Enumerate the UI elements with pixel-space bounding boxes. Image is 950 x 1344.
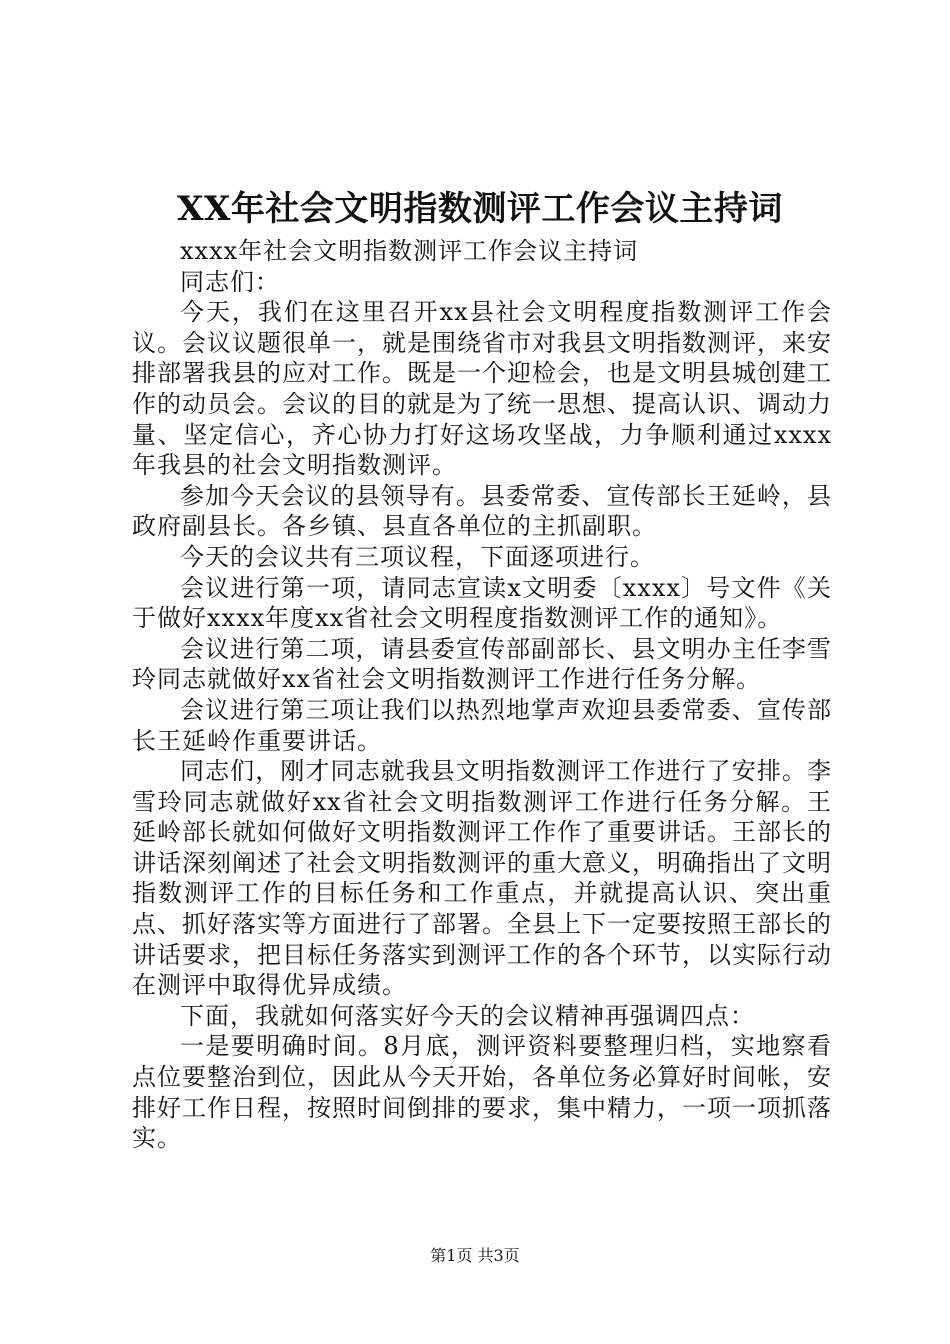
body-paragraph: 一是要明确时间。8月底，测评资料要整理归档，实地察看点位要整治到位，因此从今天开始，各单位务必算好时间帐，安排好工作日程，按照时间倒排的要求，集中精力，一项一项抓落实。 bbox=[132, 1032, 832, 1153]
body-paragraph: 下面，我就如何落实好今天的会议精神再强调四点： bbox=[180, 1001, 755, 1030]
body-paragraph: 今天的会议共有三项议程，下面逐项进行。 bbox=[180, 542, 655, 571]
salutation-paragraph: 同志们： bbox=[180, 267, 280, 296]
body-paragraph: 同志们，刚才同志就我县文明指数测评工作进行了安排。李雪玲同志就做好xx省社会文明指数测评工作进行任务分解。王延岭部长就如何做好文明指数测评工作作了重要讲话。王部长的讲话深刻阐述了社会文明指数测评的重大意义，明确指出了文明指数测评工作的目标任务和工作重点，并就提高认识、突出重点、抓好落实等方面进行了部署。全县上下一定要按照王部长的讲话要求，把目标任务落实到测评工作的各个环节，以实际行动在测评中取得优异成绩。 bbox=[132, 757, 832, 1000]
body-paragraph: 会议进行第三项让我们以热烈地掌声欢迎县委常委、宣传部长王延岭作重要讲话。 bbox=[132, 695, 832, 755]
body-paragraph: 参加今天会议的县领导有。县委常委、宣传部长王延岭，县政府副县长。各乡镇、县直各单位的主抓副职。 bbox=[132, 481, 832, 541]
body-paragraph: 会议进行第二项，请县委宣传部副部长、县文明办主任李雪玲同志就做好xx省社会文明指数测评工作进行任务分解。 bbox=[132, 634, 832, 694]
document-title: XX年社会文明指数测评工作会议主持词 bbox=[177, 189, 783, 229]
subtitle-paragraph: xxxx年社会文明指数测评工作会议主持词 bbox=[180, 237, 639, 265]
body-paragraph: 今天，我们在这里召开xx县社会文明程度指数测评工作会议。会议议题很单一，就是围绕省市对我县文明指数测评，来安排部署我县的应对工作。既是一个迎检会，也是文明县城创建工作的动员会。会议的目的就是为了统一思想、提高认识、调动力量、坚定信心，齐心协力打好这场攻坚战，力争顺利通过xxxx年我县的社会文明指数测评。 bbox=[132, 298, 832, 480]
page-number-footer: 第1页 共3页 bbox=[430, 1246, 520, 1265]
document-body bbox=[132, 236, 832, 1154]
body-paragraph: 会议进行第一项，请同志宣读x文明委〔xxxx〕号文件《关于做好xxxx年度xx省社会文明程度指数测评工作的通知》。 bbox=[132, 573, 832, 633]
